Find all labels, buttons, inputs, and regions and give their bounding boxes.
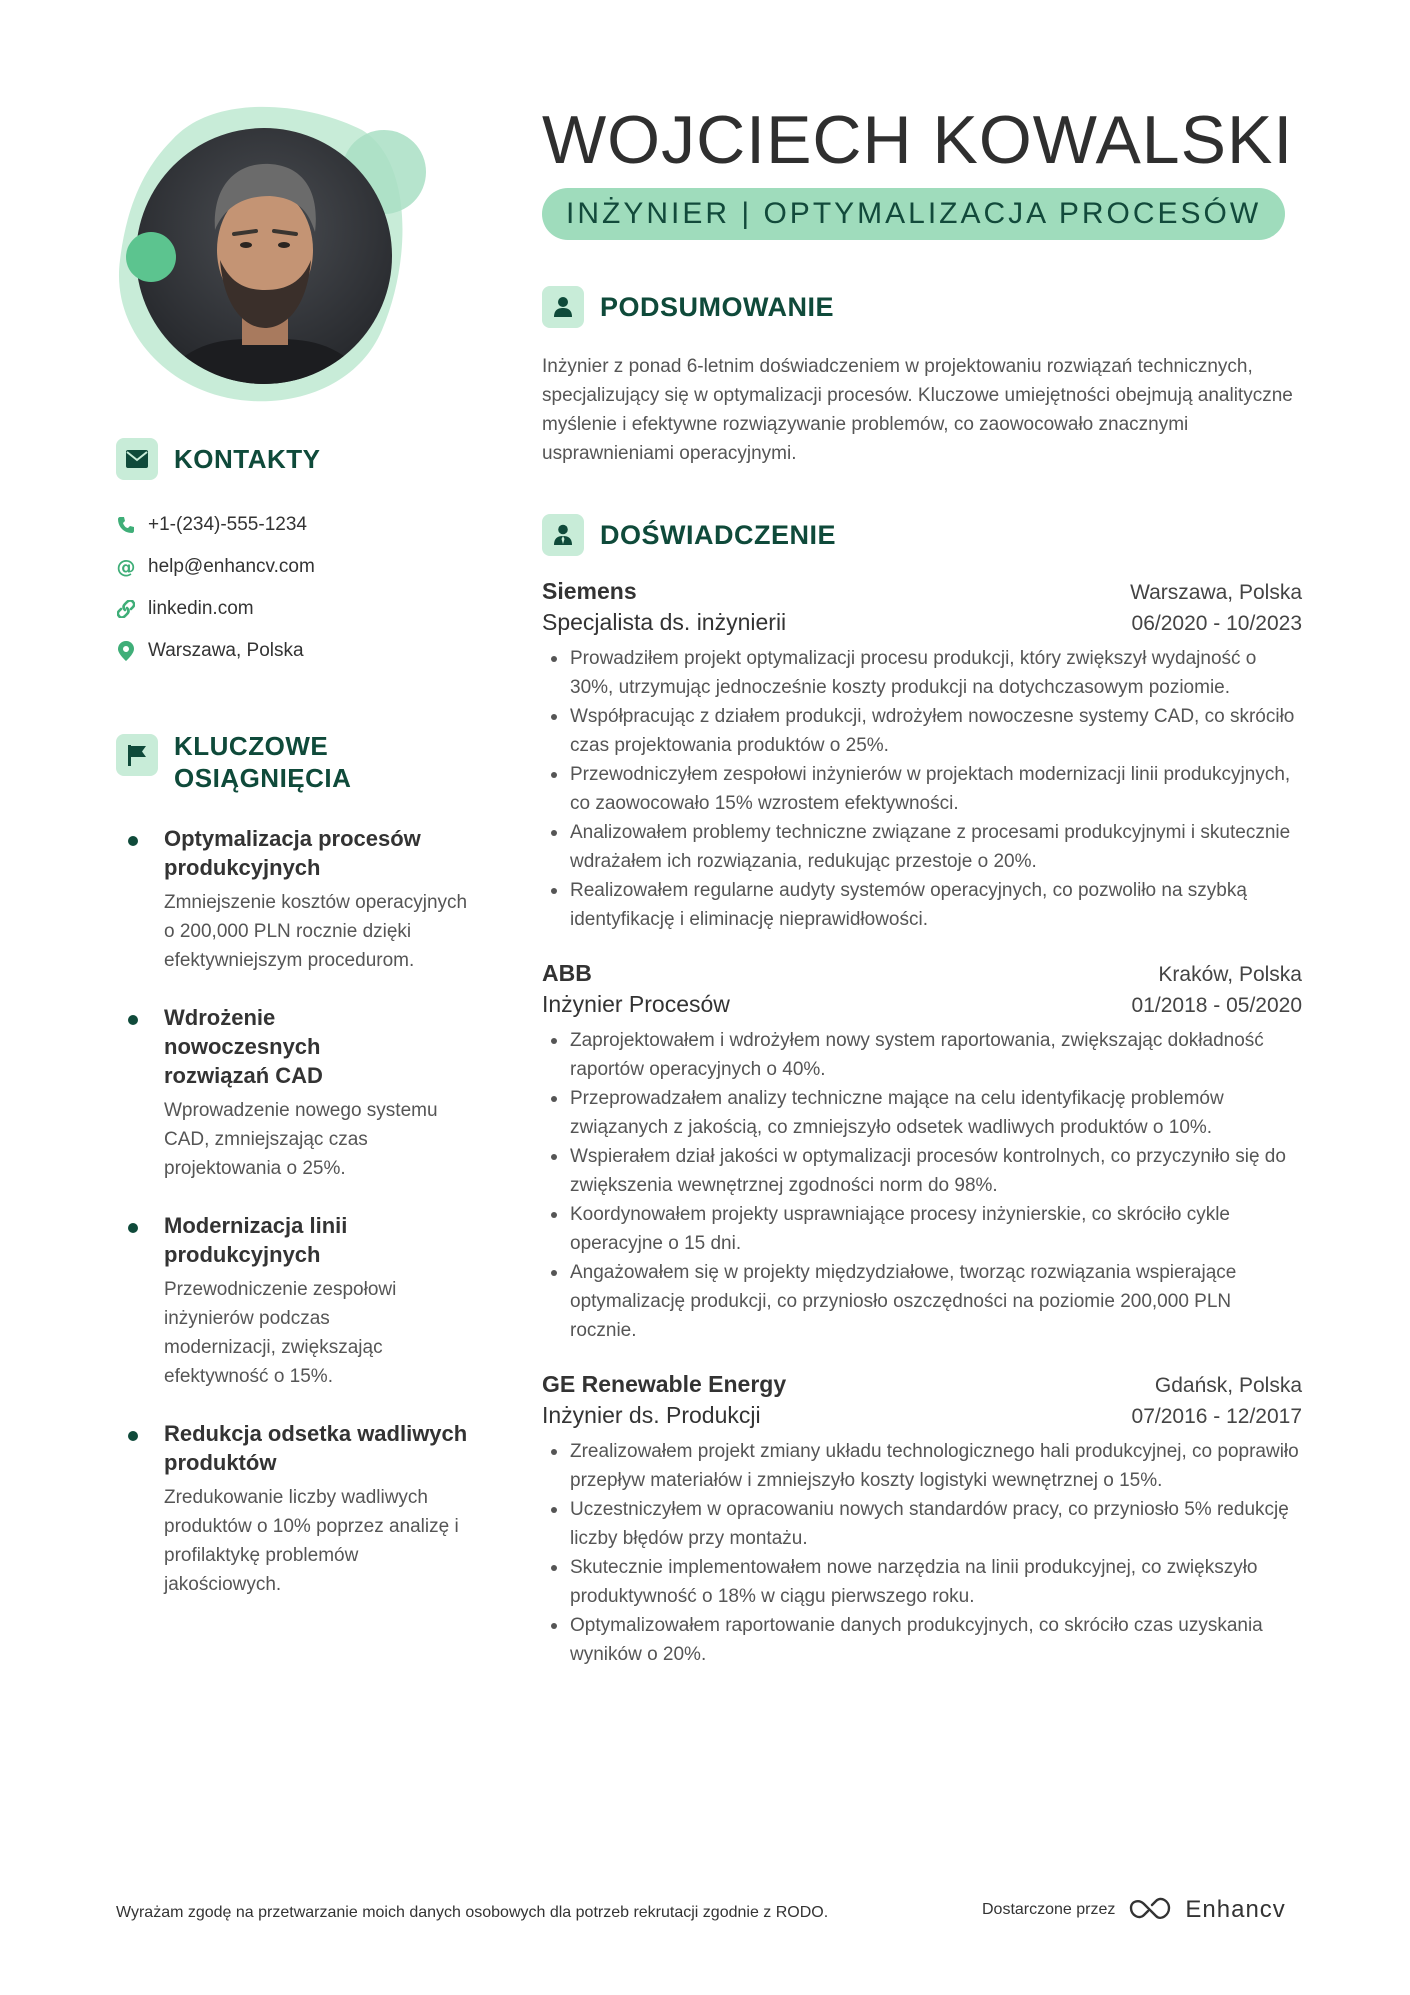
contact-email[interactable] bbox=[116, 546, 476, 588]
achievement-desc: Przewodniczenie zespołowi inżynierów podczas modernizacji, zwiększając efektywność o 15%. bbox=[164, 1279, 397, 1387]
right-column bbox=[542, 98, 1302, 1669]
bullet-dot bbox=[128, 1223, 138, 1233]
achievement-title: Optymalizacja procesów produkcyjnych bbox=[164, 826, 421, 880]
job-entry bbox=[542, 578, 1302, 934]
job-header bbox=[542, 578, 1302, 605]
provided-by-label: Dostarczone przez bbox=[982, 1901, 1116, 1918]
contact-phone[interactable] bbox=[116, 504, 476, 546]
contact-linkedin[interactable] bbox=[116, 588, 476, 630]
job-location: Warszawa, Polska bbox=[1130, 581, 1302, 604]
job-subheader bbox=[542, 991, 1302, 1018]
achievement-item bbox=[116, 1211, 476, 1391]
briefcase-person-icon bbox=[542, 514, 584, 556]
summary-header bbox=[542, 286, 1302, 328]
job-bullets bbox=[542, 644, 1302, 934]
candidate-name: WOJCIECH KOWALSKI bbox=[542, 102, 1294, 178]
summary-title: PODSUMOWANIE bbox=[600, 292, 835, 322]
job-subheader bbox=[542, 609, 1302, 636]
achievement-title: Wdrożenie nowoczesnych rozwiązań CAD bbox=[164, 1005, 323, 1088]
headline-badge: INŻYNIER | OPTYMALIZACJA PROCESÓW bbox=[542, 188, 1285, 240]
contact-location bbox=[116, 630, 476, 672]
job-entry bbox=[542, 960, 1302, 1345]
provided-by[interactable] bbox=[982, 1895, 1286, 1925]
job-bullet: Prowadziłem projekt optymalizacji procesu produkcji, który zwiększył wydajność o 30%, utrzymując jednocześnie koszty produkcji na dotychczasowym poziomie. bbox=[542, 644, 1302, 702]
achievement-item bbox=[116, 1419, 476, 1599]
job-bullets bbox=[542, 1026, 1302, 1345]
job-bullet: Przeprowadzałem analizy techniczne mające na celu identyfikację problemów związanych z jakością, co zmniejszyło odsetek wadliwych produktów o 10%. bbox=[542, 1084, 1302, 1142]
experience-title: DOŚWIADCZENIE bbox=[600, 520, 836, 550]
summary-text: Inżynier z ponad 6-letnim doświadczeniem w projektowaniu rozwiązań technicznych, specjalizujący się w optymalizacji procesów. Kluczowe umiejętności obejmują analityczne myślenie i efektywne rozwiązywanie problemów, co zaowocowało znacznymi usprawnieniami operacyjnymi. bbox=[542, 356, 1293, 464]
achievement-desc: Zmniejszenie kosztów operacyjnych o 200,000 PLN rocznie dzięki efektywniejszym procedurom. bbox=[164, 892, 468, 971]
achievement-title: Redukcja odsetka wadliwych produktów bbox=[164, 1421, 468, 1475]
company-name: Siemens bbox=[542, 578, 637, 604]
job-header bbox=[542, 960, 1302, 987]
job-bullet: Przewodniczyłem zespołowi inżynierów w projektach modernizacji linii produkcyjnych, co zaowocowało 15% wzrostem efektywności. bbox=[542, 760, 1302, 818]
company-name: GE Renewable Energy bbox=[542, 1371, 787, 1397]
experience-section bbox=[542, 514, 1302, 1669]
link-icon bbox=[116, 599, 136, 619]
job-role: Inżynier Procesów bbox=[542, 991, 730, 1017]
job-bullet: Angażowałem się w projekty międzydziałowe, tworząc rozwiązania wspierające optymalizację produkcji, co przyniosło oszczędności na poziomie 200,000 PLN rocznie. bbox=[542, 1258, 1302, 1345]
job-bullet: Zaprojektowałem i wdrożyłem nowy system raportowania, zwiększając dokładność raportów operacyjnych o 40%. bbox=[542, 1026, 1302, 1084]
achievements-header bbox=[116, 730, 476, 794]
job-role: Specjalista ds. inżynierii bbox=[542, 609, 787, 635]
job-location: Gdańsk, Polska bbox=[1154, 1374, 1302, 1397]
envelope-icon bbox=[116, 438, 158, 480]
job-bullet: Zrealizowałem projekt zmiany układu technologicznego hali produkcyjnej, co poprawiło przepływ materiałów i zmniejszyło koszty logistyki wewnętrznej o 15%. bbox=[542, 1437, 1302, 1495]
job-location: Kraków, Polska bbox=[1158, 963, 1302, 986]
bullet-dot bbox=[128, 1015, 138, 1025]
linkedin-text: linkedin.com bbox=[148, 598, 254, 619]
brand-name: Enhancv bbox=[1185, 1896, 1286, 1923]
job-bullet: Koordynowałem projekty usprawniające procesy inżynierskie, co skróciło cykle operacyjne o 15 dni. bbox=[542, 1200, 1302, 1258]
job-bullet: Analizowałem problemy techniczne związane z procesami produkcyjnymi i skutecznie wdrażałem ich rozwiązania, redukując przestoje o 20%. bbox=[542, 818, 1302, 876]
job-entry bbox=[542, 1371, 1302, 1669]
photo-decoration bbox=[112, 100, 432, 420]
bullet-dot bbox=[128, 836, 138, 846]
achievements-title-line2: OSIĄGNIĘCIA bbox=[174, 763, 352, 793]
enhancv-logo-icon bbox=[1127, 1895, 1173, 1925]
job-bullet: Optymalizowałem raportowanie danych produkcyjnych, co skróciło czas uzyskania wyników o 20%. bbox=[542, 1611, 1302, 1669]
achievement-desc: Wprowadzenie nowego systemu CAD, zmniejszając czas projektowania o 25%. bbox=[164, 1100, 438, 1179]
location-text: Warszawa, Polska bbox=[148, 640, 304, 661]
contacts-header bbox=[116, 438, 476, 480]
job-bullets bbox=[542, 1437, 1302, 1669]
job-subheader bbox=[542, 1402, 1302, 1429]
gdpr-consent: Wyrażam zgodę na przetwarzanie moich danych osobowych dla potrzeb rekrutacji zgodnie z RODO. bbox=[116, 1904, 829, 1921]
email-text: help@enhancv.com bbox=[148, 556, 315, 577]
job-role: Inżynier ds. Produkcji bbox=[542, 1402, 761, 1428]
achievement-desc: Zredukowanie liczby wadliwych produktów o 10% poprzez analizę i profilaktykę problemów jakościowych. bbox=[164, 1487, 459, 1595]
experience-header bbox=[542, 514, 1302, 556]
achievement-title: Modernizacja linii produkcyjnych bbox=[164, 1213, 348, 1267]
contacts-title: KONTAKTY bbox=[174, 444, 321, 474]
job-bullet: Skutecznie implementowałem nowe narzędzia na linii produkcyjnej, co zwiększyło produktywność o 18% w ciągu pierwszego roku. bbox=[542, 1553, 1302, 1611]
job-bullet: Wspierałem dział jakości w optymalizacji procesów kontrolnych, co przyczyniło się do zwiększenia wewnętrznej zgodności norm do 98%. bbox=[542, 1142, 1302, 1200]
achievements-title bbox=[174, 730, 351, 794]
job-bullet: Uczestniczyłem w opracowaniu nowych standardów pracy, co przyniosło 5% redukcję liczby błędów przy montażu. bbox=[542, 1495, 1302, 1553]
flag-icon bbox=[116, 734, 158, 776]
summary-section bbox=[542, 286, 1302, 468]
person-icon bbox=[542, 286, 584, 328]
job-header bbox=[542, 1371, 1302, 1398]
phone-text: +1-(234)-555-1234 bbox=[148, 514, 307, 535]
job-bullet: Współpracując z działem produkcji, wdrożyłem nowoczesne systemy CAD, co skróciło czas projektowania produktów o 25%. bbox=[542, 702, 1302, 760]
at-icon: @ bbox=[116, 556, 136, 578]
achievements-title-line1: KLUCZOWE bbox=[174, 731, 329, 761]
company-name: ABB bbox=[542, 960, 592, 986]
job-dates: 01/2018 - 05/2020 bbox=[1131, 994, 1302, 1017]
contact-list bbox=[116, 504, 476, 672]
phone-icon bbox=[116, 515, 136, 535]
left-column bbox=[116, 438, 476, 1627]
profile-photo-area bbox=[112, 100, 432, 420]
achievement-item bbox=[116, 824, 476, 975]
achievements-list bbox=[116, 824, 476, 1599]
job-dates: 06/2020 - 10/2023 bbox=[1131, 612, 1302, 635]
bullet-dot bbox=[128, 1431, 138, 1441]
job-dates: 07/2016 - 12/2017 bbox=[1131, 1405, 1302, 1428]
job-bullet: Realizowałem regularne audyty systemów operacyjnych, co pozwoliło na szybką identyfikację i eliminację nieprawidłowości. bbox=[542, 876, 1302, 934]
map-pin-icon bbox=[116, 641, 136, 661]
achievement-item bbox=[116, 1003, 476, 1183]
